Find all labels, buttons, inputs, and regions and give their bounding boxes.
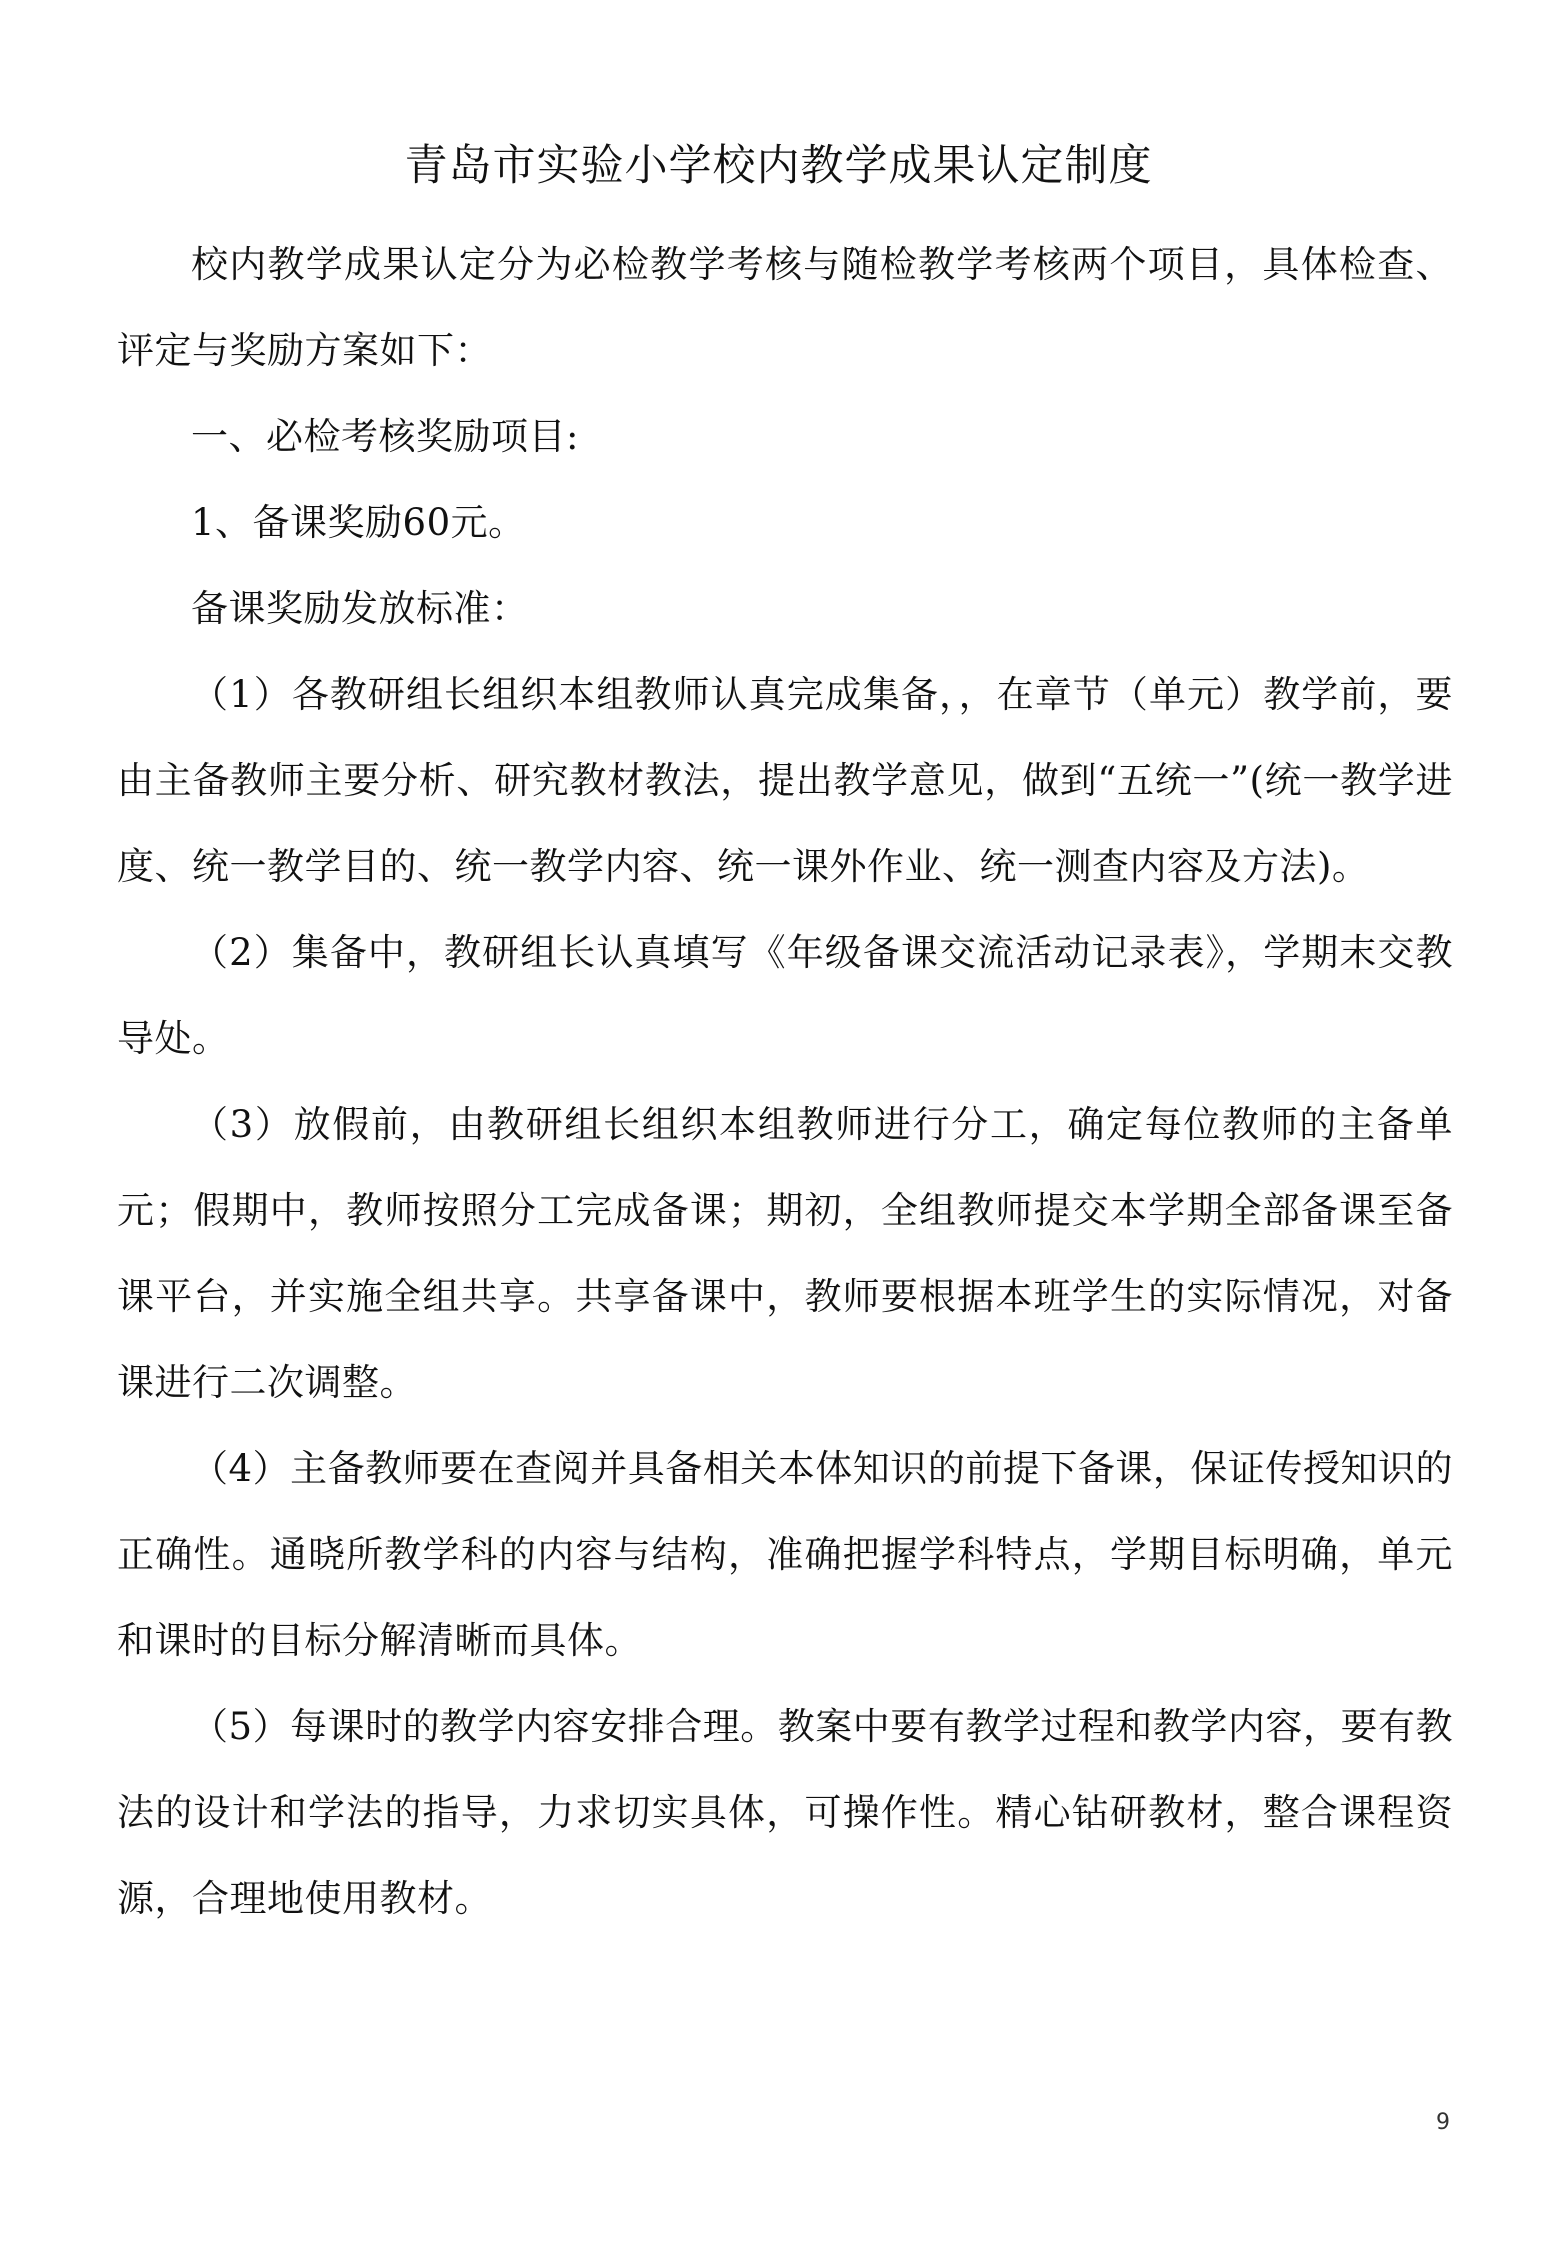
document-body — [117, 222, 1453, 1942]
page-number: 9 — [1436, 2110, 1450, 2135]
paragraph-standard-1: （1）各教研组长组织本组教师认真完成集备，，在章节（单元）教学前，要由主备教师主要分析、研究教材教法，提出教学意见，做到“五统一”(统一教学进度、统一教学目的、统一教学内容、统一课外作业、统一测查内容及方法)。 — [117, 673, 1453, 888]
paragraph-intro: 校内教学成果认定分为必检教学考核与随检教学考核两个项目，具体检查、评定与奖励方案如下： — [117, 243, 1453, 372]
document-title: 青岛市实验小学校内教学成果认定制度 — [404, 141, 1153, 191]
paragraph-standard-4: （4）主备教师要在查阅并具备相关本体知识的前提下备课，保证传授知识的正确性。通晓所教学科的内容与结构，准确把握学科特点，学期目标明确，单元和课时的目标分解清晰而具体。 — [117, 1447, 1453, 1662]
paragraph-standard-5: （5）每课时的教学内容安排合理。教案中要有教学过程和教学内容，要有教法的设计和学法的指导，力求切实具体，可操作性。精心钻研教材，整合课程资源，合理地使用教材。 — [117, 1705, 1453, 1920]
paragraph-standard-3: （3）放假前，由教研组长组织本组教师进行分工，确定每位教师的主备单元；假期中，教师按照分工完成备课；期初，全组教师提交本学期全部备课至备课平台，并实施全组共享。共享备课中，教师要根据本班学生的实际情况，对备课进行二次调整。 — [117, 1103, 1453, 1404]
paragraph-section-heading: 一、必检考核奖励项目: — [191, 415, 579, 458]
paragraph-standard-heading: 备课奖励发放标准： — [191, 587, 529, 630]
paragraph-item-1: 1、备课奖励60元。 — [191, 501, 526, 544]
paragraph-standard-2: （2）集备中，教研组长认真填写《年级备课交流活动记录表》，学期末交教导处。 — [117, 931, 1453, 1060]
